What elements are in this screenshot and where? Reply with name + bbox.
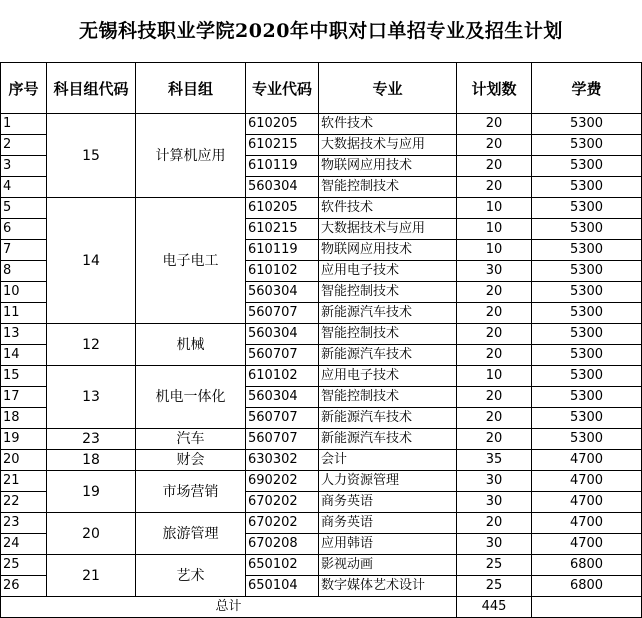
fee-cell: 5300 bbox=[532, 240, 642, 261]
seq-cell: 11 bbox=[1, 303, 47, 324]
major-code-cell: 560304 bbox=[246, 282, 319, 303]
major-code-cell: 560707 bbox=[246, 429, 319, 450]
major-code-cell: 610205 bbox=[246, 114, 319, 135]
enrollment-plan-table bbox=[0, 62, 642, 618]
group-code-cell: 14 bbox=[47, 198, 136, 324]
major-code-cell: 560304 bbox=[246, 177, 319, 198]
header-group-code: 科目组代码 bbox=[47, 63, 136, 114]
group-name-cell: 电子电工 bbox=[136, 198, 246, 324]
header-group: 科目组 bbox=[136, 63, 246, 114]
seq-cell: 2 bbox=[1, 135, 47, 156]
fee-cell: 5300 bbox=[532, 135, 642, 156]
seq-cell: 22 bbox=[1, 492, 47, 513]
plan-cell: 20 bbox=[457, 345, 532, 366]
major-name-cell: 商务英语 bbox=[319, 492, 457, 513]
major-name-cell: 智能控制技术 bbox=[319, 282, 457, 303]
major-name-cell: 软件技术 bbox=[319, 114, 457, 135]
table-row bbox=[1, 471, 642, 492]
plan-cell: 30 bbox=[457, 534, 532, 555]
seq-cell: 23 bbox=[1, 513, 47, 534]
major-name-cell: 大数据技术与应用 bbox=[319, 219, 457, 240]
group-code-cell: 19 bbox=[47, 471, 136, 513]
fee-cell: 5300 bbox=[532, 366, 642, 387]
header-plan: 计划数 bbox=[457, 63, 532, 114]
plan-cell: 35 bbox=[457, 450, 532, 471]
major-code-cell: 610119 bbox=[246, 156, 319, 177]
group-code-cell: 18 bbox=[47, 450, 136, 471]
group-name-cell: 机械 bbox=[136, 324, 246, 366]
major-code-cell: 560707 bbox=[246, 303, 319, 324]
seq-cell: 1 bbox=[1, 114, 47, 135]
plan-cell: 20 bbox=[457, 135, 532, 156]
major-name-cell: 物联网应用技术 bbox=[319, 156, 457, 177]
table-row bbox=[1, 114, 642, 135]
major-name-cell: 数字媒体艺术设计 bbox=[319, 576, 457, 597]
major-name-cell: 应用电子技术 bbox=[319, 366, 457, 387]
fee-cell: 5300 bbox=[532, 114, 642, 135]
seq-cell: 8 bbox=[1, 261, 47, 282]
major-code-cell: 670202 bbox=[246, 492, 319, 513]
group-code-cell: 23 bbox=[47, 429, 136, 450]
fee-cell: 4700 bbox=[532, 492, 642, 513]
seq-cell: 26 bbox=[1, 576, 47, 597]
fee-cell: 5300 bbox=[532, 429, 642, 450]
major-code-cell: 610102 bbox=[246, 261, 319, 282]
major-code-cell: 610119 bbox=[246, 240, 319, 261]
fee-cell: 4700 bbox=[532, 513, 642, 534]
major-name-cell: 新能源汽车技术 bbox=[319, 429, 457, 450]
plan-cell: 20 bbox=[457, 156, 532, 177]
plan-cell: 10 bbox=[457, 366, 532, 387]
major-code-cell: 610102 bbox=[246, 366, 319, 387]
seq-cell: 18 bbox=[1, 408, 47, 429]
major-code-cell: 560707 bbox=[246, 408, 319, 429]
header-row bbox=[1, 63, 642, 114]
major-code-cell: 670208 bbox=[246, 534, 319, 555]
table-row bbox=[1, 513, 642, 534]
fee-cell: 4700 bbox=[532, 471, 642, 492]
table-row bbox=[1, 324, 642, 345]
fee-cell: 5300 bbox=[532, 324, 642, 345]
major-name-cell: 应用电子技术 bbox=[319, 261, 457, 282]
seq-cell: 19 bbox=[1, 429, 47, 450]
plan-cell: 20 bbox=[457, 408, 532, 429]
group-code-cell: 12 bbox=[47, 324, 136, 366]
plan-cell: 25 bbox=[457, 555, 532, 576]
group-code-cell: 15 bbox=[47, 114, 136, 198]
fee-cell: 6800 bbox=[532, 576, 642, 597]
seq-cell: 14 bbox=[1, 345, 47, 366]
major-code-cell: 560304 bbox=[246, 387, 319, 408]
seq-cell: 15 bbox=[1, 366, 47, 387]
fee-cell: 5300 bbox=[532, 345, 642, 366]
plan-cell: 20 bbox=[457, 429, 532, 450]
major-name-cell: 新能源汽车技术 bbox=[319, 408, 457, 429]
plan-cell: 20 bbox=[457, 303, 532, 324]
header-major: 专业 bbox=[319, 63, 457, 114]
table-row bbox=[1, 198, 642, 219]
major-name-cell: 商务英语 bbox=[319, 513, 457, 534]
header-major-code: 专业代码 bbox=[246, 63, 319, 114]
major-name-cell: 智能控制技术 bbox=[319, 387, 457, 408]
major-code-cell: 610215 bbox=[246, 135, 319, 156]
seq-cell: 4 bbox=[1, 177, 47, 198]
total-label: 总计 bbox=[1, 597, 457, 618]
seq-cell: 25 bbox=[1, 555, 47, 576]
group-name-cell: 艺术 bbox=[136, 555, 246, 597]
fee-cell: 6800 bbox=[532, 555, 642, 576]
major-name-cell: 新能源汽车技术 bbox=[319, 303, 457, 324]
plan-cell: 10 bbox=[457, 198, 532, 219]
table-row bbox=[1, 429, 642, 450]
seq-cell: 7 bbox=[1, 240, 47, 261]
seq-cell: 3 bbox=[1, 156, 47, 177]
seq-cell: 24 bbox=[1, 534, 47, 555]
plan-cell: 20 bbox=[457, 114, 532, 135]
group-code-cell: 13 bbox=[47, 366, 136, 429]
total-fee-empty bbox=[532, 597, 642, 618]
fee-cell: 5300 bbox=[532, 156, 642, 177]
total-row bbox=[1, 597, 642, 618]
seq-cell: 5 bbox=[1, 198, 47, 219]
group-code-cell: 21 bbox=[47, 555, 136, 597]
fee-cell: 4700 bbox=[532, 534, 642, 555]
header-fee: 学费 bbox=[532, 63, 642, 114]
plan-cell: 20 bbox=[457, 324, 532, 345]
group-name-cell: 市场营销 bbox=[136, 471, 246, 513]
major-name-cell: 人力资源管理 bbox=[319, 471, 457, 492]
fee-cell: 5300 bbox=[532, 303, 642, 324]
plan-cell: 10 bbox=[457, 219, 532, 240]
seq-cell: 6 bbox=[1, 219, 47, 240]
fee-cell: 5300 bbox=[532, 198, 642, 219]
table-row bbox=[1, 555, 642, 576]
major-code-cell: 650102 bbox=[246, 555, 319, 576]
major-name-cell: 应用韩语 bbox=[319, 534, 457, 555]
major-name-cell: 新能源汽车技术 bbox=[319, 345, 457, 366]
major-code-cell: 610215 bbox=[246, 219, 319, 240]
group-name-cell: 汽车 bbox=[136, 429, 246, 450]
header-seq: 序号 bbox=[1, 63, 47, 114]
group-name-cell: 机电一体化 bbox=[136, 366, 246, 429]
seq-cell: 10 bbox=[1, 282, 47, 303]
major-code-cell: 650104 bbox=[246, 576, 319, 597]
fee-cell: 5300 bbox=[532, 387, 642, 408]
seq-cell: 17 bbox=[1, 387, 47, 408]
table-row bbox=[1, 450, 642, 471]
group-name-cell: 计算机应用 bbox=[136, 114, 246, 198]
major-code-cell: 560304 bbox=[246, 324, 319, 345]
seq-cell: 21 bbox=[1, 471, 47, 492]
major-code-cell: 630302 bbox=[246, 450, 319, 471]
seq-cell: 20 bbox=[1, 450, 47, 471]
plan-cell: 20 bbox=[457, 513, 532, 534]
fee-cell: 5300 bbox=[532, 282, 642, 303]
major-code-cell: 690202 bbox=[246, 471, 319, 492]
plan-cell: 30 bbox=[457, 471, 532, 492]
plan-cell: 20 bbox=[457, 177, 532, 198]
seq-cell: 13 bbox=[1, 324, 47, 345]
fee-cell: 5300 bbox=[532, 177, 642, 198]
major-code-cell: 560707 bbox=[246, 345, 319, 366]
fee-cell: 5300 bbox=[532, 219, 642, 240]
major-name-cell: 智能控制技术 bbox=[319, 324, 457, 345]
fee-cell: 4700 bbox=[532, 450, 642, 471]
major-code-cell: 670202 bbox=[246, 513, 319, 534]
major-name-cell: 物联网应用技术 bbox=[319, 240, 457, 261]
major-name-cell: 大数据技术与应用 bbox=[319, 135, 457, 156]
major-name-cell: 软件技术 bbox=[319, 198, 457, 219]
table-row bbox=[1, 366, 642, 387]
group-name-cell: 财会 bbox=[136, 450, 246, 471]
fee-cell: 5300 bbox=[532, 408, 642, 429]
plan-cell: 30 bbox=[457, 261, 532, 282]
plan-cell: 25 bbox=[457, 576, 532, 597]
document-title: 无锡科技职业学院2020年中职对口单招专业及招生计划 bbox=[79, 20, 563, 42]
group-code-cell: 20 bbox=[47, 513, 136, 555]
plan-cell: 10 bbox=[457, 240, 532, 261]
total-plan: 445 bbox=[457, 597, 532, 618]
group-name-cell: 旅游管理 bbox=[136, 513, 246, 555]
major-name-cell: 影视动画 bbox=[319, 555, 457, 576]
plan-cell: 20 bbox=[457, 387, 532, 408]
fee-cell: 5300 bbox=[532, 261, 642, 282]
plan-cell: 30 bbox=[457, 492, 532, 513]
major-name-cell: 会计 bbox=[319, 450, 457, 471]
major-name-cell: 智能控制技术 bbox=[319, 177, 457, 198]
major-code-cell: 610205 bbox=[246, 198, 319, 219]
table-body bbox=[1, 114, 642, 618]
plan-cell: 20 bbox=[457, 282, 532, 303]
